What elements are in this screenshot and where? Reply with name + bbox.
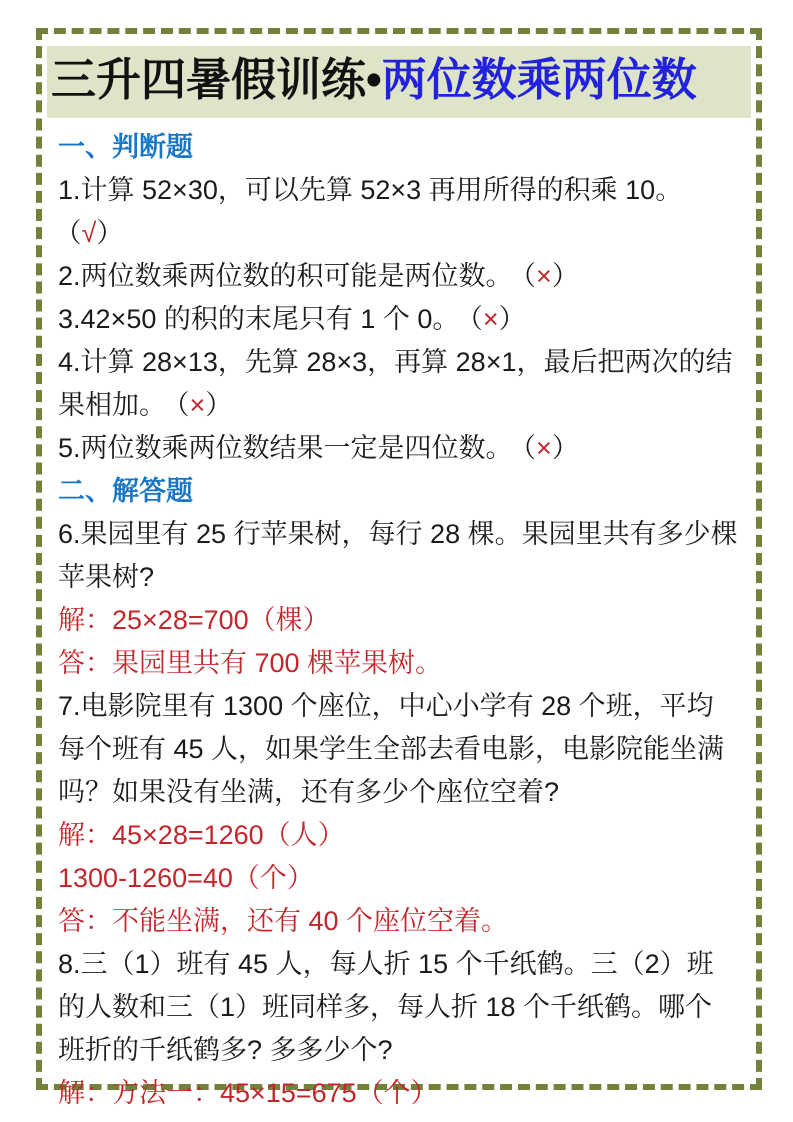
- judge-question-1-text: 1.计算 52×30，可以先算 52×3 再用所得的积乘 10。: [58, 174, 683, 205]
- judge-question-5-text: 5.两位数乘两位数结果一定是四位数。: [58, 432, 513, 463]
- answer-open-paren: （: [469, 303, 483, 334]
- judge-question-4: [58, 341, 738, 427]
- answer-open-paren: （: [176, 389, 190, 420]
- title-bullet-dot: •: [366, 54, 382, 105]
- judge-question-3-text: 3.42×50 的积的末尾只有 1 个 0。: [58, 303, 460, 334]
- answer-close-paren: ）: [96, 217, 124, 248]
- title-part-blue: 两位数乘两位数: [381, 54, 697, 105]
- solve-question-8: 8.三（1）班有 45 人，每人折 15 个千纸鹤。三（2）班的人数和三（1）班同样多，每人折 18 个千纸鹤。哪个班折的千纸鹤多? 多多少个?: [58, 948, 714, 1065]
- judge-question-2-answer: [523, 261, 579, 291]
- answer-open-paren: （: [522, 260, 537, 291]
- dashed-border-frame: [36, 28, 762, 1108]
- answer-mark-cross: ×: [536, 260, 552, 291]
- section-heading-solve: 二、解答题: [58, 475, 193, 506]
- solve-question-7: 7.电影院里有 1300 个座位，中心小学有 28 个班，平均每个班有 45 人，如果学生全部去看电影，电影院能坐满吗？如果没有坐满，还有多少个座位空着?: [58, 690, 725, 807]
- worksheet-body: [42, 122, 756, 1115]
- judge-question-3: [58, 298, 738, 341]
- solve-question-7-answer-line: 答：不能坐满，还有 40 个座位空着。: [58, 905, 509, 936]
- answer-close-paren: ）: [498, 303, 526, 334]
- judge-question-2-text: 2.两位数乘两位数的积可能是两位数。: [58, 260, 513, 291]
- judge-question-1: [58, 169, 738, 255]
- answer-mark-check: √: [81, 217, 97, 248]
- judge-question-4-answer: [176, 390, 232, 420]
- title-part-black: 三升四暑假训练: [51, 54, 367, 105]
- answer-close-paren: ）: [205, 389, 233, 420]
- answer-mark-cross: ×: [482, 303, 499, 334]
- worksheet-title: [47, 46, 751, 118]
- judge-question-1-answer: [68, 218, 123, 248]
- answer-open-paren: （: [68, 217, 82, 248]
- section-heading-judge: 一、判断题: [58, 131, 193, 162]
- solve-question-7-solution-line-2: 1300-1260=40（个）: [58, 862, 314, 893]
- judge-question-2: [58, 255, 738, 298]
- judge-question-3-answer: [469, 304, 525, 334]
- judge-question-5: [58, 427, 738, 470]
- answer-mark-cross: ×: [189, 389, 206, 420]
- answer-open-paren: （: [522, 432, 537, 463]
- solve-question-6-solution-line: 解：25×28=700（棵）: [58, 604, 330, 635]
- answer-mark-cross: ×: [536, 432, 552, 463]
- solve-question-8-solution-line: 解：方法一：45×15=675（个）: [58, 1077, 438, 1108]
- solve-question-7-solution-line-1: 解：45×28=1260（人）: [58, 819, 345, 850]
- judge-question-4-text: 4.计算 28×13，先算 28×3，再算 28×1，最后把两次的结果相加。: [58, 346, 733, 420]
- answer-close-paren: ）: [551, 432, 579, 463]
- judge-question-5-answer: [523, 433, 579, 463]
- solve-question-6-answer-line: 答：果园里共有 700 棵苹果树。: [58, 647, 443, 678]
- solve-question-6: 6.果园里有 25 行苹果树，每行 28 棵。果园里共有多少棵苹果树?: [58, 518, 738, 592]
- answer-close-paren: ）: [551, 260, 579, 291]
